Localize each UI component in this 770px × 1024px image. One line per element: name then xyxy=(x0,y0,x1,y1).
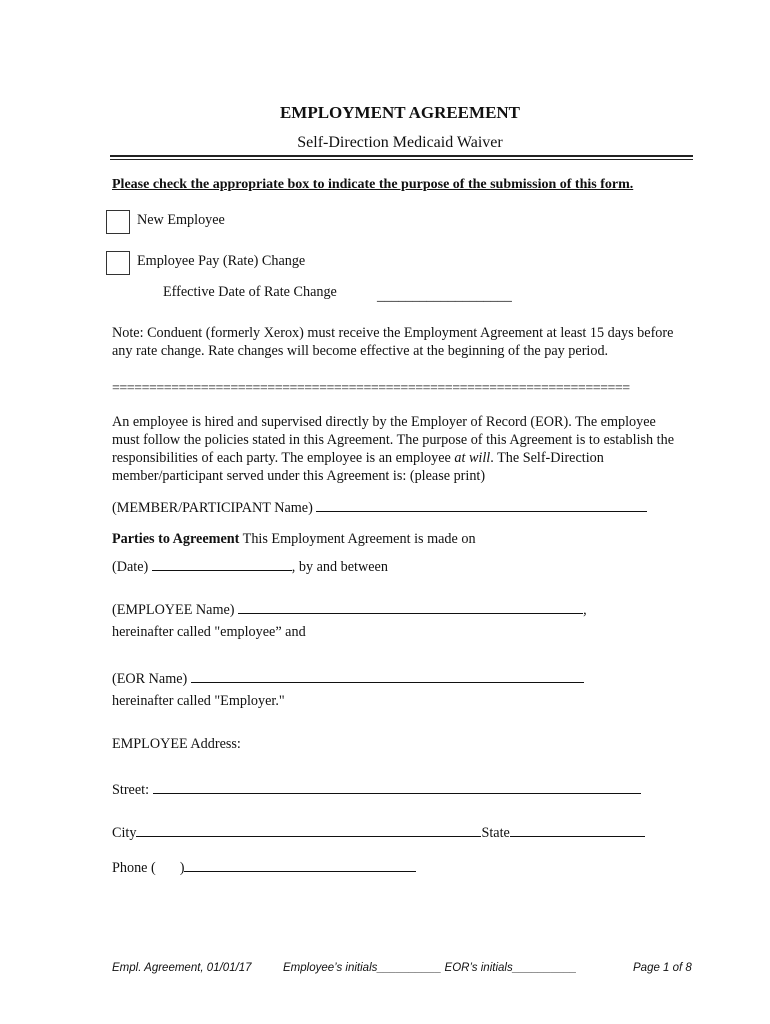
parties-heading: Parties to Agreement xyxy=(112,531,240,547)
eor-name-label: (EOR Name) xyxy=(112,671,188,687)
intro-text: An employee is hired and supervised directly by the Employer of Record (EOR). The employee must follow the policies stated in this Agreement. The purpose of this Agreement is to establish the responsibilities of each party. The employee is an employee xyxy=(112,414,675,466)
effective-date-field[interactable]: ___________________ xyxy=(377,288,512,304)
employee-name-label: (EMPLOYEE Name) xyxy=(112,602,235,618)
intro-paragraph xyxy=(112,413,682,485)
member-name-row xyxy=(112,497,647,517)
street-row xyxy=(112,779,641,799)
state-label: State xyxy=(481,825,510,841)
employee-name-field[interactable] xyxy=(238,599,583,614)
effective-date-label: Effective Date of Rate Change xyxy=(163,284,337,300)
document-subtitle: Self-Direction Medicaid Waiver xyxy=(297,134,503,151)
intro-italic-text: at will xyxy=(454,450,491,466)
purpose-instruction: Please check the appropriate box to indicate the purpose of the submission of this form. xyxy=(112,177,634,192)
date-label: (Date) xyxy=(112,559,149,575)
street-label: Street: xyxy=(112,782,150,798)
footer-page-number: Page 1 of 8 xyxy=(633,962,692,974)
date-field[interactable] xyxy=(152,556,292,571)
footer-initials: Employee’s initials__________ EOR’s initials__________ xyxy=(283,962,577,974)
pay-change-label: Employee Pay (Rate) Change xyxy=(137,253,306,269)
rate-change-note: Note: Conduent (formerly Xerox) must receive the Employment Agreement at least 15 days before any rate change. Rate changes will become effective at the beginning of the pay period. xyxy=(112,325,674,359)
employer-called-text: hereinafter called "Employer." xyxy=(112,693,285,709)
member-name-label: (MEMBER/PARTICIPANT Name) xyxy=(112,500,313,516)
pay-change-checkbox[interactable] xyxy=(106,251,130,275)
parties-text: This Employment Agreement is made on xyxy=(239,531,476,547)
phone-row xyxy=(112,857,416,877)
state-field[interactable] xyxy=(510,822,645,837)
parties-row xyxy=(112,531,476,548)
intro-text-end: . The Self-Direction member/participant served under this Agreement is: (please print) xyxy=(112,450,604,484)
street-field[interactable] xyxy=(153,779,641,794)
footer-doc-ref: Empl. Agreement, 01/01/17 xyxy=(112,962,252,974)
phone-paren: ) xyxy=(179,860,185,876)
member-name-field[interactable] xyxy=(316,497,647,512)
employee-called-text: hereinafter called "employee” and xyxy=(112,624,306,640)
city-field[interactable] xyxy=(136,822,481,837)
new-employee-checkbox[interactable] xyxy=(106,210,130,234)
employee-name-row xyxy=(112,599,587,619)
date-row xyxy=(112,556,388,576)
eor-name-field[interactable] xyxy=(191,668,584,683)
phone-label: Phone ( xyxy=(112,860,156,876)
separator-line: ====================================================================== xyxy=(112,381,630,396)
employee-name-suffix: , xyxy=(583,602,587,618)
header-rule-thin xyxy=(110,159,693,160)
phone-number-field[interactable] xyxy=(184,857,416,872)
address-heading: EMPLOYEE Address: xyxy=(112,736,241,752)
city-state-row xyxy=(112,822,645,842)
date-suffix: , by and between xyxy=(291,559,388,575)
document-title: EMPLOYMENT AGREEMENT xyxy=(279,103,521,122)
new-employee-label: New Employee xyxy=(137,212,225,228)
eor-name-row xyxy=(112,668,584,688)
header-rule-thick xyxy=(110,155,693,157)
city-label: City xyxy=(112,825,137,841)
